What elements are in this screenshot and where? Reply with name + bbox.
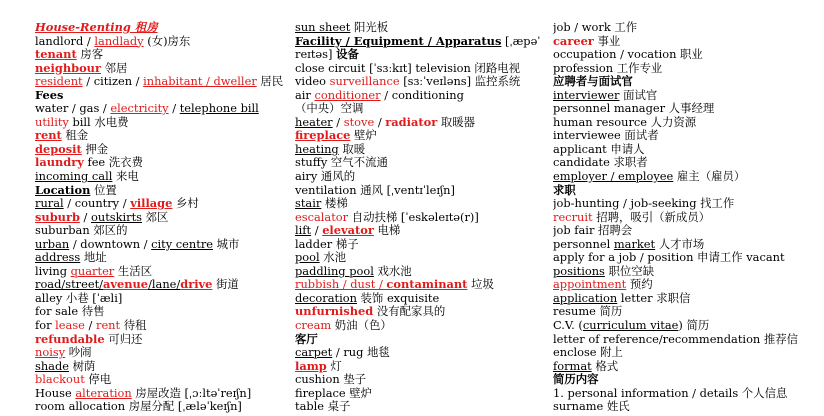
text-segment: Facility / Equipment / Apparatus [295, 34, 502, 48]
vocab-line [35, 400, 283, 414]
text-segment: 郊区 [142, 210, 169, 224]
vocab-line [553, 89, 798, 103]
text-segment: letter 求职信 [617, 291, 691, 305]
text-segment: air [295, 88, 315, 102]
vocab-line [295, 35, 540, 49]
text-segment: 邻居 [100, 61, 128, 75]
text-segment: village [130, 197, 173, 211]
text-segment: 简历内容 [553, 373, 599, 387]
text-segment: deposit [35, 142, 82, 156]
text-segment: Fees [35, 88, 64, 102]
text-segment: carpet [295, 346, 333, 360]
text-segment: / [168, 102, 180, 116]
vocab-line [35, 102, 283, 116]
text-segment: / downtown / [69, 237, 152, 251]
vocab-line [35, 62, 283, 76]
text-segment: ladder 梯子 [295, 237, 359, 251]
text-segment: C.V. ( [553, 319, 583, 333]
text-segment: noisy [35, 346, 66, 360]
vocab-line [295, 89, 540, 103]
text-segment: fireplace 壁炉 [295, 386, 373, 400]
vocab-line [295, 170, 540, 184]
text-segment: / [84, 319, 96, 333]
vocab-line [35, 346, 283, 360]
text-segment: 人才市场 [655, 237, 705, 251]
text-segment: / conditioning [380, 88, 464, 102]
text-segment: blackout [35, 373, 85, 387]
vocab-line [295, 305, 540, 319]
vocab-line [35, 129, 283, 143]
text-segment: telephone bill [179, 102, 259, 116]
text-segment: 格式 [591, 359, 619, 373]
text-segment: cream [295, 319, 332, 333]
text-segment: cushion 垫子 [295, 373, 367, 387]
vocab-line [35, 251, 283, 265]
text-segment: outskirts [91, 210, 143, 224]
text-segment: （中央）空调 [295, 102, 364, 116]
vocab-line [553, 170, 798, 184]
vocab-line [295, 211, 540, 225]
vocab-line [553, 360, 798, 374]
text-segment: tenant [35, 48, 77, 62]
vocab-line [35, 211, 283, 225]
text-segment: rent [35, 129, 62, 143]
text-segment: market [613, 237, 656, 251]
text-segment: human resource 人力资源 [553, 115, 697, 129]
vocab-line [295, 373, 540, 387]
text-segment: pool [295, 251, 320, 265]
text-segment: drive [180, 278, 213, 292]
vocab-line [295, 116, 540, 130]
text-segment: heater [295, 115, 333, 129]
text-segment: rural [35, 197, 64, 211]
text-segment: neighbour [35, 61, 101, 75]
vocab-line [553, 143, 798, 157]
text-segment: / citizen / [82, 75, 144, 89]
text-segment: resume 简历 [553, 305, 623, 319]
text-segment: 待租 [120, 319, 147, 333]
vocab-line [295, 21, 540, 35]
vocab-line [553, 278, 798, 292]
vocab-line [553, 319, 798, 333]
text-segment: 取暖器 [437, 115, 476, 129]
text-segment: enclose 附上 [553, 346, 623, 360]
vocab-line [35, 360, 283, 374]
text-segment: / [79, 210, 91, 224]
text-segment: interviewee 面试者 [553, 129, 659, 143]
text-segment: suburban 郊区的 [35, 224, 128, 238]
text-segment: 招聘，吸引（新成员） [592, 210, 711, 224]
column-2 [295, 21, 540, 414]
text-segment: (女)房东 [143, 34, 191, 48]
text-segment: escalator [295, 210, 349, 224]
vocab-line [553, 129, 798, 143]
vocab-line [295, 292, 540, 306]
text-segment: profession 工作专业 [553, 61, 663, 75]
vocab-line [553, 21, 798, 35]
text-segment: 奶油（色） [331, 319, 392, 333]
text-segment: personnel [553, 237, 614, 251]
vocab-line [35, 238, 283, 252]
vocab-line [553, 62, 798, 76]
text-segment: sun sheet [295, 21, 351, 34]
vocab-line [295, 62, 540, 76]
text-segment: Location [35, 183, 91, 197]
text-segment: landlady [94, 34, 144, 48]
text-segment: landlord / [35, 34, 95, 48]
vocab-line [35, 333, 283, 347]
text-segment: lamp [295, 359, 327, 373]
text-segment: applicant 申请人 [553, 142, 645, 156]
text-segment: interviewer [553, 88, 620, 102]
vocab-line [553, 238, 798, 252]
text-segment: 树荫 [69, 359, 96, 373]
text-segment: 戏水池 [373, 264, 412, 278]
text-segment: appointment [553, 278, 627, 292]
text-segment: / rug 地毯 [332, 346, 390, 360]
text-segment: letter of reference/recommendation 推荐信 [553, 332, 799, 346]
vocab-line [295, 265, 540, 279]
text-segment: 没有配家具的 [373, 305, 446, 319]
text-segment: recruit [553, 210, 593, 224]
vocab-line [553, 251, 798, 265]
text-segment: incoming call [35, 170, 113, 184]
text-segment: personnel manager 人事经理 [553, 102, 715, 116]
vocab-line [553, 346, 798, 360]
text-segment: candidate 求职者 [553, 156, 648, 170]
text-segment: 客厅 [295, 332, 318, 346]
text-segment: living [35, 264, 71, 278]
text-segment: 设备 [336, 48, 359, 62]
text-segment: curriculum vitae [582, 319, 679, 333]
text-segment: conditioner [314, 88, 381, 102]
text-segment: inhabitant / dweller [143, 75, 257, 89]
vocab-line [35, 75, 283, 89]
text-segment: water / gas / [35, 102, 111, 116]
text-segment: 房客 [76, 48, 104, 62]
text-segment: bill 水电费 [68, 115, 129, 129]
vocab-line [553, 265, 798, 279]
text-segment: 生活区 [114, 264, 153, 278]
vocab-line [35, 184, 283, 198]
text-segment: employer / employee [553, 170, 674, 184]
text-segment: for sale 待售 [35, 305, 105, 319]
text-segment: refundable [35, 332, 105, 346]
text-segment: job / work 工作 [553, 21, 638, 34]
vocab-line [35, 278, 283, 292]
text-segment: city centre [151, 237, 214, 251]
vocab-line [295, 143, 540, 157]
text-segment: apply for a job / position 申请工作 vacant [553, 251, 785, 265]
vocab-line [35, 373, 283, 387]
text-segment: 房屋改造 [ˌɔːltəˈreɪʃn] [131, 386, 252, 400]
text-segment: 吵闹 [65, 346, 92, 360]
vocab-line [553, 184, 798, 198]
text-segment: 预约 [626, 278, 653, 292]
vocab-line [295, 319, 540, 333]
text-segment: room allocation 房屋分配 [ˌæləˈkeɪʃn] [35, 400, 242, 414]
text-segment: surveillance [329, 75, 400, 89]
vocab-line [35, 305, 283, 319]
text-segment: surname 姓氏 [553, 400, 630, 414]
text-segment: road/street/ [35, 278, 103, 292]
text-segment: ) 简历 [678, 319, 710, 333]
vocab-line [35, 197, 283, 211]
text-segment: utility [35, 115, 69, 129]
text-segment: 雇主（雇员） [673, 170, 746, 184]
text-segment: 职位空缺 [604, 264, 655, 278]
text-segment: elevator [322, 224, 374, 238]
text-segment: 灯 [326, 359, 342, 373]
vocab-line [35, 89, 283, 103]
text-segment: 租金 [61, 129, 89, 143]
vocab-line [295, 400, 540, 414]
vocab-line [295, 48, 540, 62]
vocab-line [553, 75, 798, 89]
text-segment: close circuit [ˈsɜːkɪt] television 闭路电视 [295, 61, 520, 75]
vocab-line [553, 387, 798, 401]
text-segment: lease [55, 319, 85, 333]
text-segment: laundry [35, 156, 84, 170]
text-segment: alteration [75, 386, 132, 400]
text-segment: reɪtəs] [295, 48, 337, 62]
text-segment: career [553, 34, 594, 48]
text-segment: airy 通风的 [295, 170, 356, 184]
text-segment: / [332, 115, 344, 129]
text-segment: 押金 [81, 142, 109, 156]
vocab-line [553, 102, 798, 116]
text-segment: / [311, 224, 323, 238]
text-segment: shade [35, 359, 70, 373]
vocab-line [553, 224, 798, 238]
text-segment: alley 小巷 [ˈæli] [35, 291, 123, 305]
text-segment: 来电 [112, 170, 139, 184]
text-segment: video [295, 75, 330, 89]
text-segment: decoration [295, 291, 357, 305]
vocab-line [553, 373, 798, 387]
text-segment: stair [295, 197, 322, 211]
vocab-line [295, 184, 540, 198]
text-segment: / [374, 115, 386, 129]
text-segment: House [35, 386, 76, 400]
text-segment: 取暖 [338, 142, 366, 156]
text-segment: address [35, 251, 81, 265]
vocab-line [35, 48, 283, 62]
text-segment: 装饰 exquisite [356, 291, 440, 305]
text-segment: job-hunting / job-seeking 找工作 [553, 197, 735, 211]
text-segment: /lane/ [148, 278, 181, 292]
vocab-line [35, 35, 283, 49]
vocab-line [553, 292, 798, 306]
text-segment: avenue [103, 278, 149, 292]
text-segment: job fair 招聘会 [553, 224, 633, 238]
text-segment: rent [96, 319, 121, 333]
vocab-line [553, 305, 798, 319]
text-segment: 停电 [84, 373, 112, 387]
text-segment: ventilation 通风 [ˌventɪˈleɪʃn] [295, 183, 455, 197]
text-segment: unfurnished [295, 305, 374, 319]
text-segment: House-Renting 租房 [35, 21, 158, 34]
text-segment: 楼梯 [321, 197, 348, 211]
text-segment: fireplace [295, 129, 351, 143]
text-segment: 水池 [319, 251, 347, 265]
vocab-line [295, 224, 540, 238]
text-segment: format [553, 359, 592, 373]
text-segment: heating [295, 142, 339, 156]
text-segment: 求职 [553, 183, 576, 197]
text-segment: lift [295, 224, 312, 238]
text-segment: [ˌæpəˈ [501, 34, 541, 48]
text-segment: / country / [63, 197, 131, 211]
vocab-line [35, 265, 283, 279]
text-segment: 应聘者与面试官 [553, 75, 633, 89]
vocab-line [295, 197, 540, 211]
text-segment: 可归还 [104, 332, 143, 346]
vocab-line [553, 333, 798, 347]
text-segment: urban [35, 237, 70, 251]
text-segment: 城市 [213, 237, 240, 251]
vocab-line [35, 143, 283, 157]
text-segment: table 桌子 [295, 400, 351, 414]
text-segment: 乡村 [172, 197, 199, 211]
text-segment: 阳光板 [350, 21, 389, 34]
text-segment: 电梯 [373, 224, 401, 238]
text-segment: [sɜːˈveɪləns] 监控系统 [399, 75, 521, 89]
text-segment: 街道 [212, 278, 239, 292]
text-segment: contaminant [386, 278, 468, 292]
vocab-line [295, 387, 540, 401]
vocab-line [295, 251, 540, 265]
vocab-line [553, 35, 798, 49]
text-segment: suburb [35, 210, 80, 224]
column-3 [553, 21, 798, 414]
text-segment: 居民 [256, 75, 284, 89]
column-1 [35, 21, 283, 414]
text-segment: resident [35, 75, 83, 89]
text-segment: electricity [110, 102, 169, 116]
vocab-line [295, 129, 540, 143]
text-segment: fee 洗衣费 [83, 156, 143, 170]
vocab-line [295, 238, 540, 252]
text-segment: 位置 [90, 183, 117, 197]
vocab-line [295, 278, 540, 292]
text-segment: 面试官 [619, 88, 658, 102]
vocab-line [35, 170, 283, 184]
vocab-line [35, 21, 283, 35]
text-segment: 事业 [593, 34, 621, 48]
vocab-line [35, 319, 283, 333]
text-segment: rubbish / dust / [295, 278, 387, 292]
text-segment: stove [343, 115, 375, 129]
text-segment: for [35, 319, 56, 333]
vocab-line [553, 400, 798, 414]
text-segment: radiator [385, 115, 438, 129]
text-segment: 垃圾 [467, 278, 494, 292]
vocab-line [35, 224, 283, 238]
vocab-line [35, 387, 283, 401]
vocab-line [35, 156, 283, 170]
vocab-line [295, 102, 540, 116]
vocab-line [295, 360, 540, 374]
vocab-line [295, 156, 540, 170]
text-segment: positions [553, 264, 605, 278]
vocab-line [295, 346, 540, 360]
vocab-line [35, 116, 283, 130]
vocab-line [553, 156, 798, 170]
vocab-line [553, 116, 798, 130]
text-segment: occupation / vocation 职业 [553, 48, 703, 62]
vocab-line [295, 333, 540, 347]
text-segment: 1. personal information / details 个人信息 [553, 386, 788, 400]
text-segment: stuffy 空气不流通 [295, 156, 388, 170]
text-segment: 自动扶梯 [ˈeskəleɪtə(r)] [348, 210, 479, 224]
text-segment: 壁炉 [350, 129, 377, 143]
vocab-line [295, 75, 540, 89]
text-segment: quarter [70, 264, 115, 278]
text-segment: 地址 [80, 251, 107, 265]
vocab-line [553, 211, 798, 225]
text-segment: paddling pool [295, 264, 374, 278]
vocab-line [553, 197, 798, 211]
text-segment: application [553, 291, 618, 305]
vocab-line [35, 292, 283, 306]
vocab-line [553, 48, 798, 62]
